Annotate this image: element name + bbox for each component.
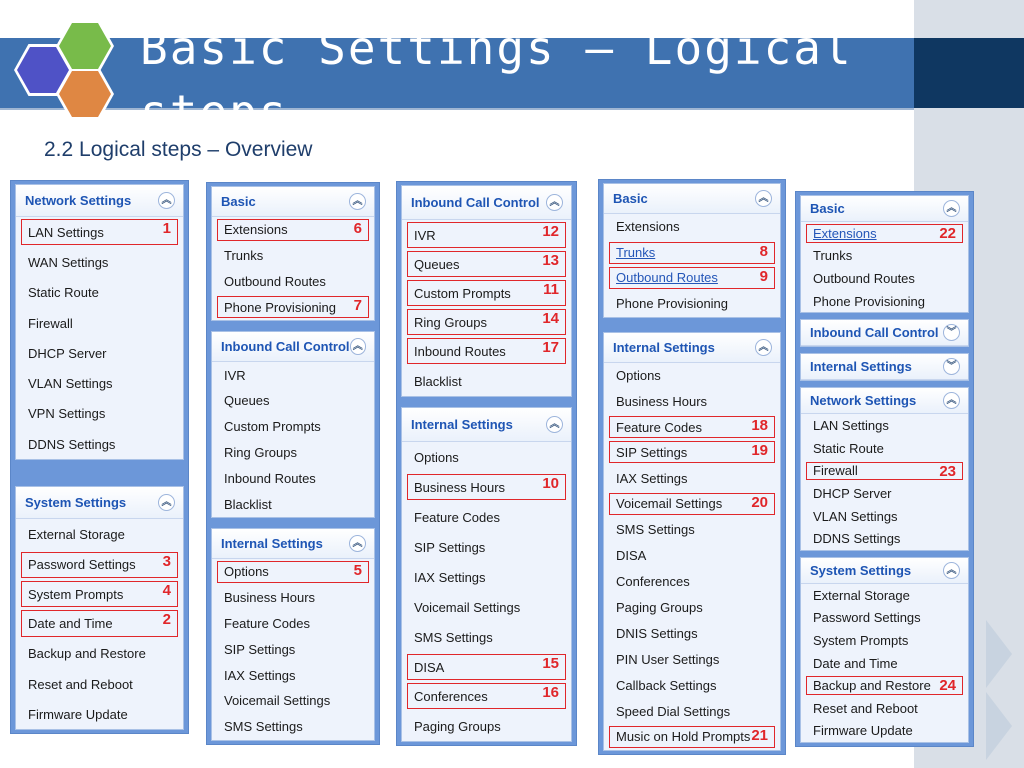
menu-item-voicemail-settings[interactable] xyxy=(608,492,776,516)
section-header[interactable] xyxy=(801,196,968,222)
menu-item-label: Voicemail Settings xyxy=(616,496,723,512)
menu-item-label: PIN User Settings xyxy=(616,651,720,667)
menu-item-trunks[interactable] xyxy=(801,245,968,268)
section-header[interactable] xyxy=(16,185,183,217)
menu-item-sip-settings[interactable] xyxy=(402,532,571,562)
menu-item-label: Music on Hold Prompts xyxy=(616,729,751,745)
menu-item-label: DISA xyxy=(414,659,445,675)
menu-item-phone-provisioning[interactable] xyxy=(216,295,370,319)
menu-item-ivr[interactable] xyxy=(212,362,374,388)
menu-item-phone-provisioning[interactable] xyxy=(604,291,780,317)
collapse-chevron-icon[interactable]: ︽ xyxy=(158,192,175,209)
step-number: 12 xyxy=(542,223,559,240)
menu-item-business-hours[interactable] xyxy=(406,473,567,501)
menu-item-label: DDNS Settings xyxy=(28,436,116,452)
section-header[interactable] xyxy=(801,388,968,414)
menu-section-internal-settings xyxy=(800,353,969,381)
menu-column-1 xyxy=(10,180,189,734)
step-number: 15 xyxy=(542,655,559,672)
menu-item-static-route[interactable] xyxy=(801,437,968,460)
menu-item-label: Business Hours xyxy=(224,590,316,606)
menu-item-label: Extensions xyxy=(224,222,288,238)
step-number: 22 xyxy=(939,225,956,242)
menu-column-2 xyxy=(206,182,380,745)
menu-item-label: WAN Settings xyxy=(28,254,109,270)
menu-item-custom-prompts[interactable] xyxy=(212,414,374,440)
menu-item-label: Ring Groups xyxy=(224,444,297,460)
menu-item-label: Phone Provisioning xyxy=(224,299,337,315)
step-number: 24 xyxy=(939,677,956,695)
menu-item-label: Business Hours xyxy=(414,479,506,495)
menu-item-firmware-update[interactable] xyxy=(16,699,183,729)
menu-item-ddns-settings[interactable] xyxy=(16,429,183,459)
menu-section-system-settings xyxy=(800,557,969,743)
collapse-chevron-icon[interactable]: ︽ xyxy=(349,193,366,210)
section-header[interactable] xyxy=(604,184,780,214)
menu-item-feature-codes[interactable] xyxy=(402,502,571,532)
step-number: 1 xyxy=(162,220,171,237)
menu-item-outbound-routes[interactable] xyxy=(608,266,776,290)
collapse-chevron-icon[interactable]: ︽ xyxy=(350,338,366,355)
menu-item-label: Inbound Routes xyxy=(414,343,506,359)
section-header[interactable] xyxy=(212,529,374,559)
section-header[interactable] xyxy=(801,558,968,584)
menu-item-label: Feature Codes xyxy=(616,419,702,435)
menu-item-sip-settings[interactable] xyxy=(212,636,374,662)
menu-item-label: Voicemail Settings xyxy=(224,693,331,709)
header-dark-block xyxy=(914,38,1024,108)
menu-item-label: VLAN Settings xyxy=(28,376,113,392)
menu-item-disa[interactable] xyxy=(406,653,567,681)
menu-item-label: Backup and Restore xyxy=(28,646,146,662)
menu-section-basic xyxy=(800,195,969,313)
menu-item-label: Date and Time xyxy=(813,655,898,671)
menu-item-label: Queues xyxy=(224,393,270,409)
step-number: 13 xyxy=(542,252,559,269)
menu-item-label: IAX Settings xyxy=(414,569,486,585)
section-header[interactable] xyxy=(402,186,571,220)
slide-title: Basic Settings – Logical steps xyxy=(140,21,853,139)
menu-item-label: SIP Settings xyxy=(616,444,688,460)
menu-item-label: DHCP Server xyxy=(813,485,892,501)
menu-item-label: Feature Codes xyxy=(414,509,500,525)
menu-item-voicemail-settings[interactable] xyxy=(402,592,571,622)
menu-item-trunks[interactable] xyxy=(608,241,776,265)
menu-item-label: Options xyxy=(224,564,269,580)
menu-item-lan-settings[interactable] xyxy=(20,218,179,246)
menu-section-system-settings xyxy=(15,486,184,730)
menu-item-label: Conferences xyxy=(414,688,488,704)
section-header[interactable] xyxy=(16,487,183,519)
step-number: 11 xyxy=(543,281,559,298)
step-number: 4 xyxy=(162,581,171,599)
menu-item-system-prompts[interactable] xyxy=(801,629,968,652)
menu-item-label: VPN Settings xyxy=(28,406,106,422)
menu-section-internal-settings xyxy=(211,528,375,741)
section-title: Internal Settings xyxy=(411,417,513,432)
menu-item-label: System Prompts xyxy=(28,586,124,602)
menu-item-label: Firmware Update xyxy=(28,706,128,722)
menu-item-sip-settings[interactable] xyxy=(608,440,776,464)
section-title: Network Settings xyxy=(25,193,132,208)
step-number: 21 xyxy=(751,727,768,745)
menu-item-label: Backup and Restore xyxy=(813,678,931,694)
menu-section-inbound-call-control xyxy=(401,185,572,397)
menu-item-wan-settings[interactable] xyxy=(16,247,183,277)
menu-item-ivr[interactable] xyxy=(406,221,567,249)
menu-item-sms-settings[interactable] xyxy=(604,517,780,543)
menu-item-label: Options xyxy=(414,449,459,465)
collapse-chevron-icon[interactable]: ︽ xyxy=(943,392,960,409)
expand-chevron-icon[interactable]: ︾ xyxy=(943,324,960,341)
menu-section-network-settings xyxy=(800,387,969,551)
collapse-chevron-icon[interactable]: ︽ xyxy=(349,535,366,552)
menu-item-vlan-settings[interactable] xyxy=(801,505,968,528)
section-header[interactable] xyxy=(801,320,968,346)
decorative-chevron xyxy=(986,620,1012,688)
menu-item-label: Firewall xyxy=(28,315,73,331)
section-header[interactable] xyxy=(604,333,780,363)
menu-item-custom-prompts[interactable] xyxy=(406,279,567,307)
menu-item-backup-and-restore[interactable] xyxy=(805,675,964,696)
menu-item-vlan-settings[interactable] xyxy=(16,368,183,398)
menu-item-label: Custom Prompts xyxy=(414,285,511,301)
menu-item-vpn-settings[interactable] xyxy=(16,399,183,429)
menu-item-inbound-routes[interactable] xyxy=(406,337,567,365)
section-title: Network Settings xyxy=(810,393,917,409)
menu-item-options[interactable] xyxy=(402,442,571,472)
step-number: 7 xyxy=(353,297,362,315)
menu-item-date-and-time[interactable] xyxy=(801,652,968,675)
menu-column-5 xyxy=(795,191,974,747)
menu-item-paging-groups[interactable] xyxy=(402,711,571,741)
menu-section-basic xyxy=(603,183,781,318)
menu-item-disa[interactable] xyxy=(604,543,780,569)
menu-item-label: IVR xyxy=(414,227,436,243)
menu-item-label: Blacklist xyxy=(414,373,462,389)
menu-item-label: Date and Time xyxy=(28,615,113,631)
menu-item-label: IAX Settings xyxy=(616,470,688,486)
menu-item-trunks[interactable] xyxy=(212,243,374,269)
menu-item-firewall[interactable] xyxy=(16,308,183,338)
menu-item-label: SIP Settings xyxy=(224,641,296,657)
menu-item-label: Extensions xyxy=(616,219,680,235)
menu-section-internal-settings xyxy=(401,407,572,742)
menu-item-external-storage[interactable] xyxy=(801,584,968,607)
menu-item-outbound-routes[interactable] xyxy=(212,269,374,295)
menu-item-label: SMS Settings xyxy=(616,522,695,538)
step-number: 2 xyxy=(162,611,171,629)
menu-item-label: DISA xyxy=(616,548,647,564)
menu-item-label: Conferences xyxy=(616,574,690,590)
menu-item-sms-settings[interactable] xyxy=(212,714,374,740)
step-number: 9 xyxy=(759,267,768,285)
menu-item-feature-codes[interactable] xyxy=(608,415,776,439)
collapse-chevron-icon[interactable]: ︽ xyxy=(755,190,772,207)
section-title: Inbound Call Control xyxy=(810,325,939,341)
menu-item-blacklist[interactable] xyxy=(212,491,374,517)
menu-item-ddns-settings[interactable] xyxy=(801,527,968,550)
menu-item-label: Firmware Update xyxy=(813,723,913,739)
menu-item-voicemail-settings[interactable] xyxy=(212,688,374,714)
menu-item-label: Static Route xyxy=(28,285,99,301)
menu-item-label: Paging Groups xyxy=(616,600,703,616)
step-number: 16 xyxy=(542,684,559,701)
decorative-chevron xyxy=(986,692,1012,760)
menu-item-label: VLAN Settings xyxy=(813,508,898,524)
menu-item-label: Reset and Reboot xyxy=(28,676,133,692)
menu-item-queues[interactable] xyxy=(212,388,374,414)
menu-item-label: Trunks xyxy=(813,248,853,264)
menu-item-label: Phone Provisioning xyxy=(813,293,926,309)
menu-item-label: Outbound Routes xyxy=(224,273,326,289)
menu-item-label: DDNS Settings xyxy=(813,531,901,547)
collapse-chevron-icon[interactable]: ︽ xyxy=(158,494,175,511)
menu-item-reset-and-reboot[interactable] xyxy=(801,697,968,720)
menu-item-firmware-update[interactable] xyxy=(801,720,968,743)
step-number: 8 xyxy=(759,242,768,260)
menu-item-queues[interactable] xyxy=(406,250,567,278)
section-header[interactable] xyxy=(402,408,571,442)
menu-item-date-and-time[interactable] xyxy=(20,609,179,637)
menu-item-conferences[interactable] xyxy=(604,569,780,595)
menu-item-static-route[interactable] xyxy=(16,278,183,308)
menu-item-feature-codes[interactable] xyxy=(212,611,374,637)
menu-item-business-hours[interactable] xyxy=(604,388,780,414)
menu-item-ring-groups[interactable] xyxy=(212,440,374,466)
menu-item-firewall[interactable] xyxy=(805,461,964,482)
menu-section-inbound-call-control xyxy=(800,319,969,347)
step-number: 6 xyxy=(353,220,362,237)
menu-item-label: LAN Settings xyxy=(28,224,104,240)
menu-item-ring-groups[interactable] xyxy=(406,308,567,336)
menu-item-paging-groups[interactable] xyxy=(604,595,780,621)
menu-item-label: SMS Settings xyxy=(414,629,493,645)
section-title: Internal Settings xyxy=(221,535,323,551)
menu-item-business-hours[interactable] xyxy=(212,585,374,611)
menu-item-password-settings[interactable] xyxy=(20,551,179,579)
section-title: Basic xyxy=(613,191,648,206)
menu-item-options[interactable] xyxy=(604,363,780,389)
menu-item-sms-settings[interactable] xyxy=(402,622,571,652)
menu-item-dhcp-server[interactable] xyxy=(16,338,183,368)
section-title: Inbound Call Control xyxy=(221,339,350,355)
menu-item-iax-settings[interactable] xyxy=(604,465,780,491)
menu-item-label: Business Hours xyxy=(616,393,708,409)
section-header[interactable] xyxy=(212,187,374,217)
menu-item-outbound-routes[interactable] xyxy=(801,267,968,290)
step-number: 3 xyxy=(162,552,171,570)
step-number: 23 xyxy=(939,462,956,480)
step-number: 5 xyxy=(353,561,362,579)
menu-item-label: External Storage xyxy=(813,587,910,603)
menu-item-label: Extensions xyxy=(813,225,877,241)
menu-section-basic xyxy=(211,186,375,321)
menu-item-label: DNIS Settings xyxy=(616,625,698,641)
menu-item-label: Callback Settings xyxy=(616,677,717,693)
menu-item-label: Speed Dial Settings xyxy=(616,703,731,719)
menu-item-label: Outbound Routes xyxy=(813,270,915,286)
section-title: Basic xyxy=(221,194,256,209)
menu-item-label: Ring Groups xyxy=(414,314,487,330)
menu-item-iax-settings[interactable] xyxy=(212,662,374,688)
menu-item-label: Password Settings xyxy=(813,610,921,626)
menu-item-dhcp-server[interactable] xyxy=(801,482,968,505)
collapse-chevron-icon[interactable]: ︽ xyxy=(546,416,563,433)
menu-item-label: Voicemail Settings xyxy=(414,599,521,615)
section-header[interactable] xyxy=(212,332,374,362)
step-number: 19 xyxy=(751,442,768,460)
menu-item-label: System Prompts xyxy=(813,632,909,648)
menu-item-password-settings[interactable] xyxy=(801,607,968,630)
menu-section-inbound-call-control xyxy=(211,331,375,518)
menu-item-conferences[interactable] xyxy=(406,682,567,710)
slide-subtitle: 2.2 Logical steps – Overview xyxy=(44,138,313,161)
menu-item-label: IVR xyxy=(224,367,246,383)
menu-item-label: Queues xyxy=(414,256,460,272)
menu-item-dnis-settings[interactable] xyxy=(604,620,780,646)
menu-item-reset-and-reboot[interactable] xyxy=(16,669,183,699)
menu-item-options[interactable] xyxy=(216,560,370,584)
menu-item-blacklist[interactable] xyxy=(402,366,571,396)
collapse-chevron-icon[interactable]: ︽ xyxy=(943,200,960,217)
menu-item-label: SMS Settings xyxy=(224,719,303,735)
menu-item-inbound-routes[interactable] xyxy=(212,465,374,491)
menu-item-music-on-hold-prompts[interactable] xyxy=(608,725,776,749)
step-number: 10 xyxy=(542,475,559,492)
menu-item-label: External Storage xyxy=(28,527,125,543)
menu-column-4 xyxy=(598,179,786,755)
menu-item-extensions[interactable] xyxy=(216,218,370,242)
menu-item-label: Inbound Routes xyxy=(224,470,316,486)
step-number: 18 xyxy=(751,417,768,435)
menu-item-pin-user-settings[interactable] xyxy=(604,646,780,672)
menu-item-callback-settings[interactable] xyxy=(604,672,780,698)
menu-item-phone-provisioning[interactable] xyxy=(801,290,968,313)
menu-column-3 xyxy=(396,181,577,746)
menu-item-label: Trunks xyxy=(616,245,656,261)
menu-item-iax-settings[interactable] xyxy=(402,562,571,592)
collapse-chevron-icon[interactable]: ︽ xyxy=(755,339,772,356)
menu-item-speed-dial-settings[interactable] xyxy=(604,698,780,724)
step-number: 20 xyxy=(751,494,768,512)
menu-item-system-prompts[interactable] xyxy=(20,580,179,608)
section-title: Internal Settings xyxy=(810,359,912,375)
expand-chevron-icon[interactable]: ︾ xyxy=(943,358,960,375)
step-number: 14 xyxy=(542,310,559,327)
menu-item-label: Reset and Reboot xyxy=(813,700,918,716)
menu-item-label: Static Route xyxy=(813,440,884,456)
menu-item-label: Outbound Routes xyxy=(616,270,718,286)
collapse-chevron-icon[interactable]: ︽ xyxy=(546,194,563,211)
menu-item-label: Firewall xyxy=(813,463,858,479)
menu-section-internal-settings xyxy=(603,332,781,751)
step-number: 17 xyxy=(542,339,559,356)
menu-item-backup-and-restore[interactable] xyxy=(16,639,183,669)
menu-item-label: Feature Codes xyxy=(224,615,310,631)
menu-item-label: LAN Settings xyxy=(813,418,889,434)
section-header[interactable] xyxy=(801,354,968,380)
menu-item-label: DHCP Server xyxy=(28,345,107,361)
section-title: Basic xyxy=(810,201,845,216)
collapse-chevron-icon[interactable]: ︽ xyxy=(943,562,960,579)
menu-item-external-storage[interactable] xyxy=(16,519,183,549)
menu-item-label: Trunks xyxy=(224,248,264,264)
menu-item-label: Paging Groups xyxy=(414,718,501,734)
menu-item-label: Password Settings xyxy=(28,557,136,573)
section-title: Internal Settings xyxy=(613,339,715,355)
menu-item-extensions[interactable] xyxy=(805,223,964,244)
section-title: System Settings xyxy=(25,495,127,511)
menu-item-lan-settings[interactable] xyxy=(801,414,968,437)
menu-item-label: Blacklist xyxy=(224,496,272,512)
menu-item-label: Options xyxy=(616,368,661,383)
menu-item-label: Custom Prompts xyxy=(224,419,321,435)
menu-item-extensions[interactable] xyxy=(604,214,780,240)
menu-item-label: Phone Provisioning xyxy=(616,296,729,312)
menu-item-label: IAX Settings xyxy=(224,667,296,683)
menu-item-label: SIP Settings xyxy=(414,539,486,555)
section-title: Inbound Call Control xyxy=(411,195,540,210)
section-title: System Settings xyxy=(810,562,912,578)
menu-section-network-settings xyxy=(15,184,184,460)
